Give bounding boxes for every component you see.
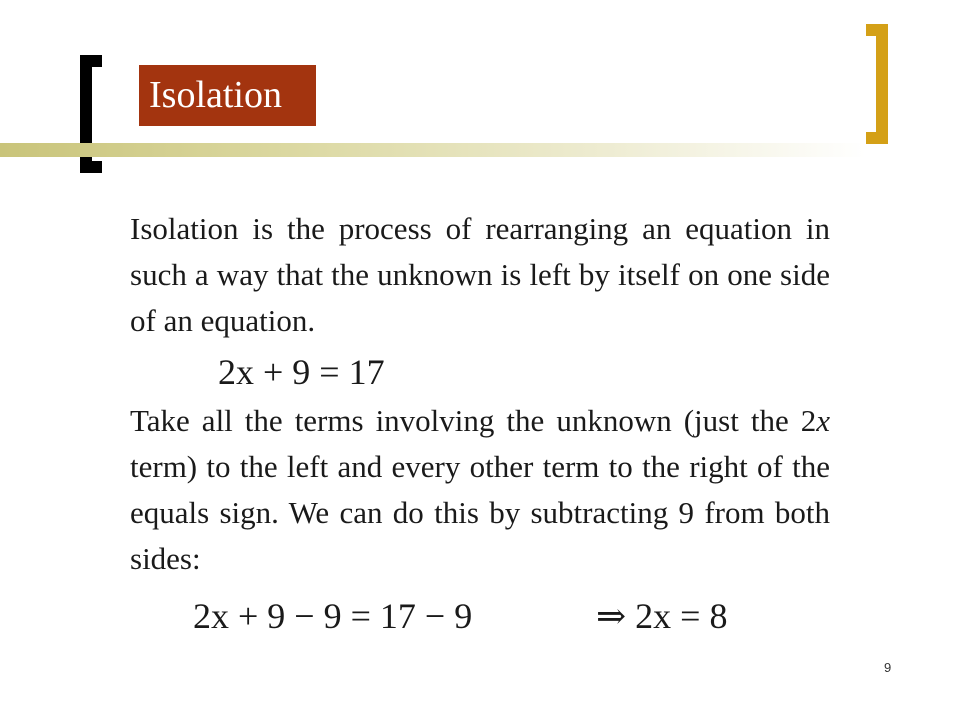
title-underline-bar [0,143,866,157]
instruction-variable: x [816,403,830,438]
instruction-text-start: Take all the terms involving the unknown (just the 2 [130,403,817,438]
equation-original: 2x + 9 = 17 [218,352,385,392]
instruction-text-end: term) to the left and every other term to the right of the equals sign. We can do this by subtracting 9 from both sides: [130,449,830,576]
equation-subtract-step: 2x + 9 − 9 = 17 − 9 [193,596,473,636]
page-number: 9 [884,660,892,675]
definition-paragraph: Isolation is the process of rearranging an equation in such a way that the unknown is left by itself on one side of an equation. [130,211,830,338]
right-bracket-decoration [866,24,888,144]
equation-result: ⇒ 2x = 8 [596,596,728,636]
instruction-paragraph [130,398,830,582]
slide-title: Isolation [139,65,316,126]
